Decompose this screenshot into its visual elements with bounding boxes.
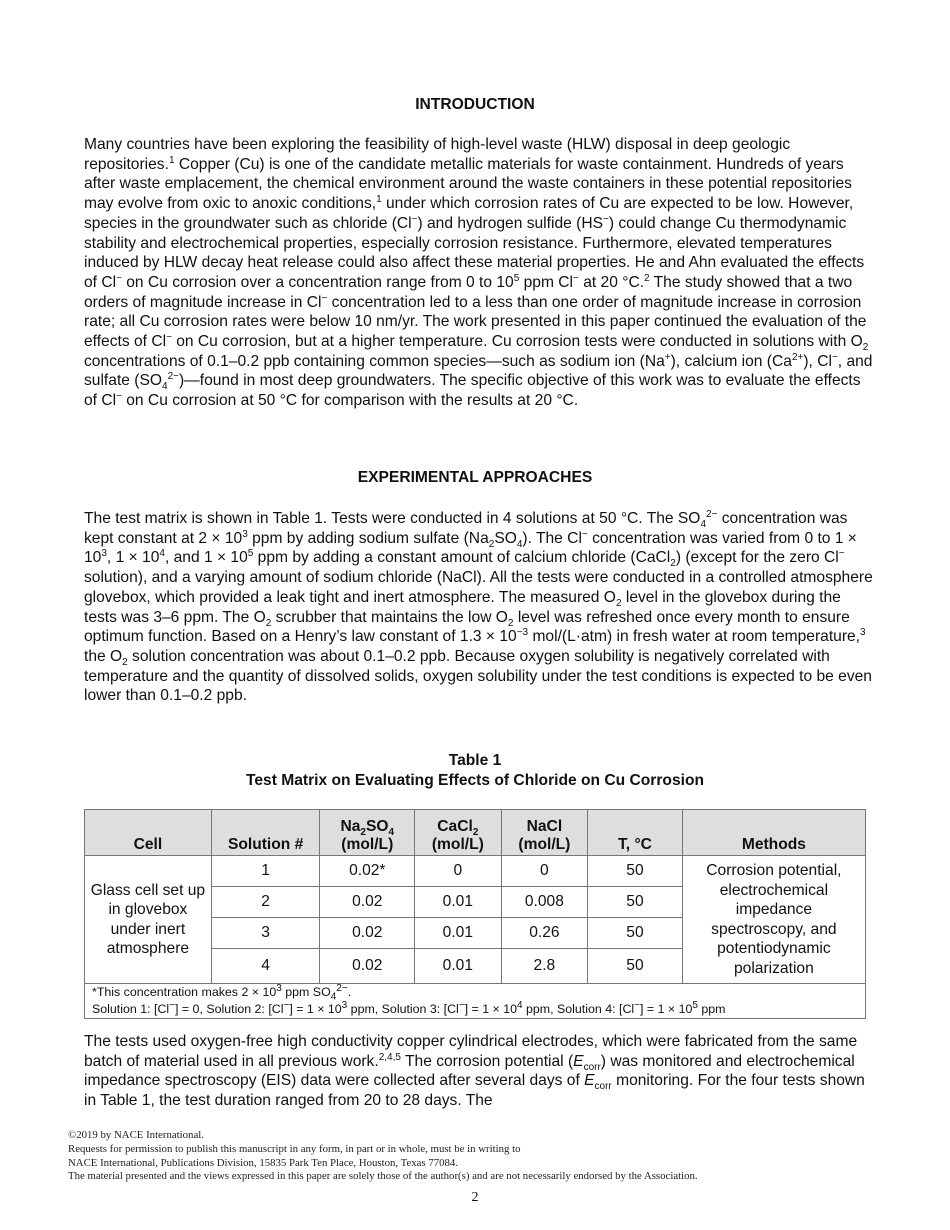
- table-number: Table 1: [448, 752, 502, 769]
- row-cacl2: 0.01: [415, 918, 502, 949]
- methods-paragraph: The tests used oxygen-free high conductivity copper cylindrical electrodes, which were fabricated from the same batch of material used in all previous work.$^{2,4,5}$ The corrosion potential $(E_{corr})$ was monitored and electrochemical impedance spectroscopy (EIS) data were collected after several days of $E_{corr}$ monitoring. For the four tests shown in Table 1, the test duration ranged from 20 to 28 days. The: [84, 1033, 865, 1110]
- table-footnote: *This concentration makes $2 \times 10^3$ ppm $SO_4^{2-}$.: [92, 982, 352, 1003]
- row-na2so4: 0.02: [320, 949, 415, 984]
- permission-line: Requests for permission to publish this manuscript in any form, in part or in whole, must be in writing to: [68, 1142, 521, 1155]
- experimental-heading: EXPERIMENTAL APPROACHES: [357, 469, 593, 486]
- header-temperature: T, °C: [588, 810, 683, 856]
- row-nacl: 0.008: [501, 887, 588, 918]
- row-solution: 4: [211, 949, 320, 984]
- introduction-paragraph: Many countries have been exploring the feasibility of high-level waste (HLW) disposal in deep geologic repositories.$^1$ Copper (Cu) is one of the candidate metallic materials for waste containment. Hundreds of years after waste emplacement, the chemical environment around the waste containers in these potential repositories may evolve from oxic to anoxic conditions,$^1$ under which corrosion rates of Cu are expected to be low. However, species in the groundwater such as chloride (Cl−) and hydrogen sulfide (HS−) could change Cu thermodynamic stability and electrochemical properties, especially corrosion resistance. Furthermore, elevated temperatures induced by HLW decay heat release could also affect these material properties. He and Ahn evaluated the effects of Cl− on Cu corrosion over a concentration range from 0 to $10^5$ ppm Cl− at 20 °C.$^2$ The study showed that a two orders of magnitude increase in Cl− concentration led to a less than one order of magnitude increase in corrosion rate; all Cu corrosion rates were below 10 nm/yr. The work presented in this paper continued the evaluation of the effects of Cl− on Cu corrosion, but at a higher temperature. Cu corrosion tests were conducted in solutions with $O_2$ concentrations of 0.1–0.2 ppb containing common species—such as sodium ion (Na+), calcium ion $(Ca^{2+})$, Cl−, and sulfate $(SO_4^{2-})—found$ in most deep groundwaters. The specific objective of this work was to evaluate the effects of Cl− on Cu corrosion at 50 °C for comparison with the results at 20 °C.: [84, 136, 873, 410]
- row-temperature: 50: [588, 949, 683, 984]
- row-na2so4: 0.02*: [320, 856, 415, 887]
- table-title: Test Matrix on Evaluating Effects of Chloride on Cu Corrosion: [245, 772, 705, 789]
- row-temperature: 50: [588, 918, 683, 949]
- row-temperature: 50: [588, 856, 683, 887]
- header-na2so4: $Na_2SO_4$ (mol/L): [320, 810, 415, 856]
- introduction-heading: INTRODUCTION: [415, 96, 535, 113]
- header-cell: Cell: [85, 810, 212, 856]
- copyright-line: ©2019 by NACE International.: [68, 1129, 204, 1141]
- cell-description: Glass cell set up in glovebox under inert atmosphere: [85, 856, 212, 984]
- table-notes-row: [85, 984, 866, 1019]
- row-temperature: 50: [588, 887, 683, 918]
- test-matrix-table: [84, 809, 866, 1019]
- row-cacl2: 0.01: [415, 949, 502, 984]
- row-nacl: 0.26: [501, 918, 588, 949]
- header-methods: Methods: [682, 810, 865, 856]
- row-solution: 2: [211, 887, 320, 918]
- header-solution: Solution #: [211, 810, 320, 856]
- disclaimer-line: The material presented and the views expressed in this paper are solely those of the author(s) and are not necessarily endorsed by the Association.: [68, 1170, 698, 1183]
- row-nacl: 0: [501, 856, 588, 887]
- table-header-row: [85, 810, 866, 856]
- table-row: [85, 856, 866, 887]
- methods-description: Corrosion potential, electrochemical impedance spectroscopy, and potentiodynamic polarization: [682, 856, 865, 984]
- row-solution: 3: [211, 918, 320, 949]
- header-nacl: NaCl (mol/L): [501, 810, 588, 856]
- address-line: NACE International, Publications Division, 15835 Park Ten Place, Houston, Texas 77084.: [68, 1156, 459, 1169]
- page-number: 2: [471, 1190, 479, 1205]
- table-solution-key: Solution 1: [Cl−] = 0, Solution 2: $[Cl^-] = 1 \times 10^3$ ppm, Solution 3: $[Cl^-] = 1 \times 10^4$ ppm, Solution 4: $[Cl^-] = 1 \times 10^5$ ppm: [92, 999, 726, 1016]
- row-cacl2: 0.01: [415, 887, 502, 918]
- header-cacl2: CaCl$_2$ (mol/L): [415, 810, 502, 856]
- row-cacl2: 0: [415, 856, 502, 887]
- row-na2so4: 0.02: [320, 887, 415, 918]
- row-solution: 1: [211, 856, 320, 887]
- row-nacl: 2.8: [501, 949, 588, 984]
- table-notes: [85, 984, 866, 1019]
- row-na2so4: 0.02: [320, 918, 415, 949]
- copyright-footer: [68, 1129, 888, 1184]
- experimental-paragraph: The test matrix is shown in Table 1. Tests were conducted in 4 solutions at 50 °C. The $SO_4^{2-}$ concentration was kept constant at $2 \times 10^3$ ppm by adding sodium sulfate $(Na_2SO_4)$. The Cl− concentration was varied from 0 to $1 \times 10^3$, $1 \times 10^4$, and $1 \times 10^5$ ppm by adding a constant amount of calcium chloride (CaCl$_2$) (except for the zero Cl− solution), and a varying amount of sodium chloride (NaCl). All the tests were conducted in a controlled atmosphere glovebox, which provided a leak tight and inert atmosphere. The measured $O_2$ level in the glovebox during the tests was 3–6 ppm. The $O_2$ scrubber that maintains the low $O_2$ level was refreshed once every month to ensure optimum function. Based on a Henry’s law constant of $1.3 \times 10^{-3}$ mol/(L·atm) in fresh water at room temperature,$^3$ the $O_2$ solution concentration was about 0.1–0.2 ppb. Because oxygen solubility is negatively correlated with temperature and the quantity of dissolved solids, oxygen solubility under the test conditions is expected to be even lower than 0.1–0.2 ppb.: [84, 508, 873, 705]
